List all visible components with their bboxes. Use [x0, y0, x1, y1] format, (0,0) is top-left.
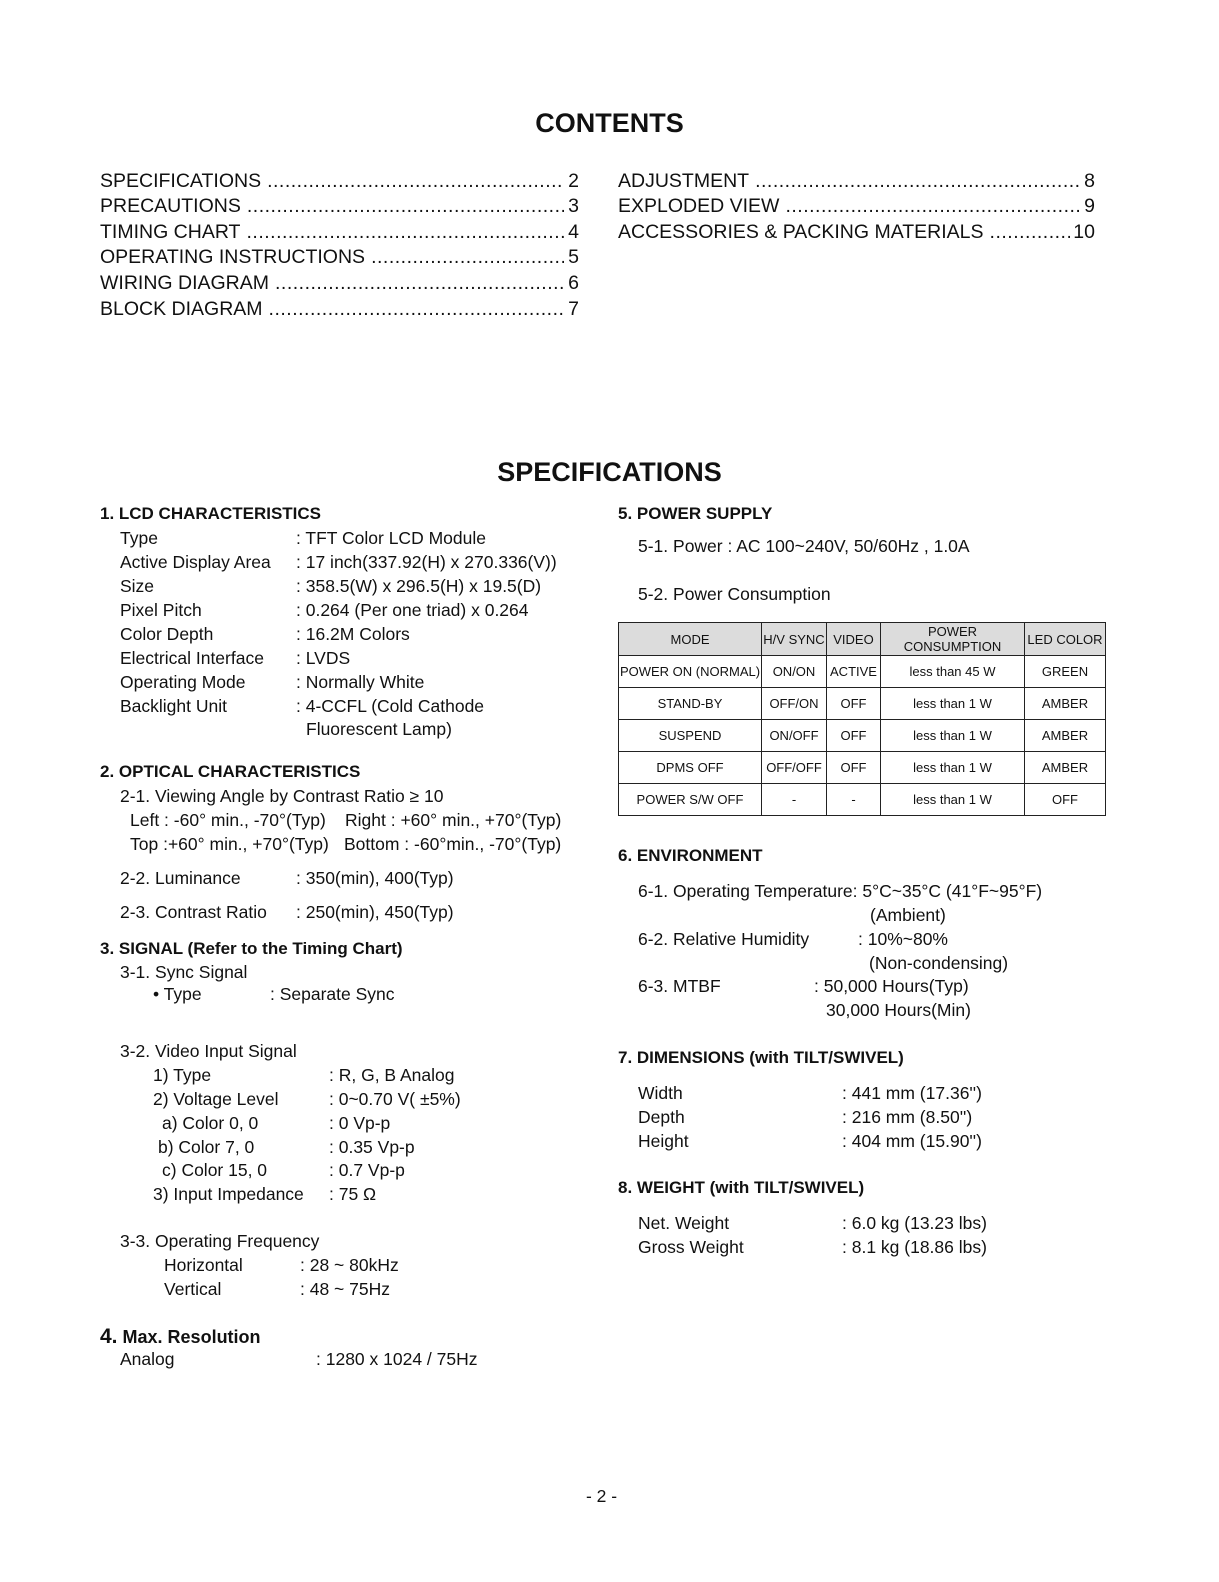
toc-entry[interactable]: WIRING DIAGRAM ..... 6	[100, 272, 579, 295]
spec-label: Depth	[638, 1107, 685, 1127]
table-cell: ON/OFF	[762, 720, 827, 752]
table-cell: -	[762, 784, 827, 816]
table-cell: ON/ON	[762, 656, 827, 688]
spec-label: 3) Input Impedance	[153, 1184, 304, 1204]
spec-value: : 8.1 kg (18.86 lbs)	[842, 1237, 987, 1257]
spec-value: : 0 Vp-p	[329, 1113, 391, 1133]
spec-value-cont: 30,000 Hours(Min)	[826, 1000, 971, 1020]
spec-label: Active Display Area	[120, 552, 271, 572]
spec-value: : 0.35 Vp-p	[329, 1137, 415, 1157]
spec-value: : 17 inch(337.92(H) x 270.336(V))	[296, 552, 557, 572]
spec-label: Pixel Pitch	[120, 600, 202, 620]
table-cell: OFF/ON	[762, 688, 827, 720]
table-cell: AMBER	[1025, 720, 1106, 752]
toc-entry[interactable]: SPECIFICATIONS ..... 2	[100, 170, 579, 193]
power-heading: 5. POWER SUPPLY	[618, 504, 773, 523]
table-cell: GREEN	[1025, 656, 1106, 688]
viewing-right: Right : +60° min., +70°(Typ)	[345, 810, 562, 830]
toc-entry[interactable]: ADJUSTMENT ..... 8	[618, 170, 1095, 193]
table-row	[619, 752, 1106, 784]
spec-label: Net. Weight	[638, 1213, 730, 1233]
toc-entry[interactable]: PRECAUTIONS ..... 3	[100, 195, 579, 218]
table-cell: OFF	[1025, 784, 1106, 816]
table-cell: less than 1 W	[881, 752, 1025, 784]
environment-heading: 6. ENVIRONMENT	[618, 846, 763, 865]
spec-label: Operating Mode	[120, 672, 246, 692]
table-cell: less than 1 W	[881, 784, 1025, 816]
spec-label: • Type	[153, 984, 202, 1004]
spec-label: 6-2. Relative Humidity	[638, 929, 810, 949]
spec-value: : 4-CCFL (Cold Cathode	[296, 696, 485, 716]
table-row	[619, 688, 1106, 720]
table-cell: STAND-BY	[619, 688, 762, 720]
spec-label: Gross Weight	[638, 1237, 744, 1257]
spec-value: : 404 mm (15.90'')	[842, 1131, 982, 1151]
table-cell: POWER S/W OFF	[619, 784, 762, 816]
toc-entry[interactable]: EXPLODED VIEW ..... 9	[618, 195, 1095, 218]
table-cell: AMBER	[1025, 752, 1106, 784]
humidity-note: (Non-condensing)	[869, 953, 1009, 973]
spec-label: Color Depth	[120, 624, 214, 644]
table-cell: OFF	[827, 720, 881, 752]
spec-label: Width	[638, 1083, 683, 1103]
spec-label: 6-3. MTBF	[638, 976, 721, 996]
table-cell: less than 45 W	[881, 656, 1025, 688]
spec-label: 2-2. Luminance	[120, 868, 241, 888]
spec-label: Type	[120, 528, 158, 548]
toc-entry[interactable]: BLOCK DIAGRAM ..... 7	[100, 298, 579, 321]
table-cell: OFF	[827, 688, 881, 720]
spec-value: : Separate Sync	[270, 984, 395, 1004]
spec-label: b) Color 7, 0	[158, 1137, 255, 1157]
spec-label: Electrical Interface	[120, 648, 264, 668]
spec-value: : TFT Color LCD Module	[296, 528, 486, 548]
toc-entry[interactable]: ACCESSORIES & PACKING MATERIALS ..... 10	[618, 221, 1095, 244]
spec-value: : 16.2M Colors	[296, 624, 410, 644]
weight-heading: 8. WEIGHT (with TILT/SWIVEL)	[618, 1178, 865, 1197]
spec-value: : 216 mm (8.50'')	[842, 1107, 973, 1127]
table-row	[619, 656, 1106, 688]
spec-label: Horizontal	[164, 1255, 243, 1275]
spec-label: Backlight Unit	[120, 696, 227, 716]
table-cell: ACTIVE	[827, 656, 881, 688]
spec-value: : 1280 x 1024 / 75Hz	[316, 1349, 478, 1369]
spec-label: Size	[120, 576, 155, 596]
spec-value: : Normally White	[296, 672, 425, 692]
table-row	[619, 720, 1106, 752]
table-cell: OFF/OFF	[762, 752, 827, 784]
spec-value: : 250(min), 450(Typ)	[296, 902, 454, 922]
column-header: LED COLOR	[1025, 623, 1106, 656]
spec-label: Analog	[120, 1349, 175, 1369]
table-cell: DPMS OFF	[619, 752, 762, 784]
spec-value: : 441 mm (17.36'')	[842, 1083, 982, 1103]
table-cell: AMBER	[1025, 688, 1106, 720]
lcd-heading: 1. LCD CHARACTERISTICS	[100, 504, 322, 523]
resolution-number: 4.	[100, 1325, 118, 1348]
viewing-angle: 2-1. Viewing Angle by Contrast Ratio ≥ 10	[120, 786, 444, 806]
spec-value: : 0.264 (Per one triad) x 0.264	[296, 600, 529, 620]
consumption-heading: 5-2. Power Consumption	[638, 584, 831, 604]
column-header: H/V SYNC	[762, 623, 827, 656]
spec-value: : 350(min), 400(Typ)	[296, 868, 454, 888]
table-cell: OFF	[827, 752, 881, 784]
operating-temperature: 6-1. Operating Temperature: 5°C~35°C (41°F~95°F)	[638, 881, 1043, 901]
table-header-row	[619, 623, 1106, 656]
table-cell: less than 1 W	[881, 720, 1025, 752]
table-cell: less than 1 W	[881, 688, 1025, 720]
table-cell: SUSPEND	[619, 720, 762, 752]
spec-label: c) Color 15, 0	[162, 1160, 268, 1180]
spec-label: a) Color 0, 0	[162, 1113, 259, 1133]
spec-value: : 28 ~ 80kHz	[300, 1255, 399, 1275]
video-heading: 3-2. Video Input Signal	[120, 1041, 297, 1061]
viewing-top: Top :+60° min., +70°(Typ)	[130, 834, 329, 854]
spec-label: Vertical	[164, 1279, 222, 1299]
spec-label: 1) Type	[153, 1065, 212, 1085]
toc-entry[interactable]: OPERATING INSTRUCTIONS ..... 5	[100, 246, 579, 269]
column-header: MODE	[619, 623, 762, 656]
table-row	[619, 784, 1106, 816]
page-number: - 2 -	[585, 1486, 618, 1506]
spec-value: : 75 Ω	[329, 1184, 377, 1204]
dimensions-heading: 7. DIMENSIONS (with TILT/SWIVEL)	[618, 1048, 904, 1067]
table-cell: -	[827, 784, 881, 816]
spec-value: : 6.0 kg (13.23 lbs)	[842, 1213, 987, 1233]
spec-value: : 358.5(W) x 296.5(H) x 19.5(D)	[296, 576, 542, 596]
spec-value: : 50,000 Hours(Typ)	[814, 976, 969, 996]
power-consumption-table	[618, 622, 1106, 816]
spec-value: : 48 ~ 75Hz	[300, 1279, 390, 1299]
spec-value: : 0~0.70 V( ±5%)	[329, 1089, 461, 1109]
spec-value: : LVDS	[296, 648, 351, 668]
temperature-note: (Ambient)	[870, 905, 946, 925]
toc-entry[interactable]: TIMING CHART ..... 4	[100, 221, 579, 244]
table-cell: POWER ON (NORMAL)	[619, 656, 762, 688]
power-line: 5-1. Power : AC 100~240V, 50/60Hz , 1.0A	[638, 536, 970, 556]
spec-label: Height	[638, 1131, 689, 1151]
contents-title: CONTENTS	[535, 108, 684, 138]
viewing-bottom: Bottom : -60°min., -70°(Typ)	[344, 834, 562, 854]
spec-label: 2-3. Contrast Ratio	[120, 902, 267, 922]
signal-heading: 3. SIGNAL (Refer to the Timing Chart)	[100, 939, 403, 958]
specifications-title: SPECIFICATIONS	[497, 457, 722, 487]
sync-heading: 3-1. Sync Signal	[120, 962, 248, 982]
resolution-heading	[100, 1325, 261, 1349]
spec-value: : R, G, B Analog	[329, 1065, 455, 1085]
frequency-heading: 3-3. Operating Frequency	[120, 1231, 320, 1251]
spec-value: : 0.7 Vp-p	[329, 1160, 405, 1180]
column-header: POWER CONSUMPTION	[881, 623, 1025, 656]
spec-value-cont: Fluorescent Lamp)	[306, 719, 452, 739]
spec-label: 2) Voltage Level	[153, 1089, 279, 1109]
resolution-title: Max. Resolution	[122, 1327, 261, 1347]
spec-value: : 10%~80%	[858, 929, 948, 949]
viewing-left: Left : -60° min., -70°(Typ)	[130, 810, 326, 830]
optical-heading: 2. OPTICAL CHARACTERISTICS	[100, 762, 361, 781]
column-header: VIDEO	[827, 623, 881, 656]
